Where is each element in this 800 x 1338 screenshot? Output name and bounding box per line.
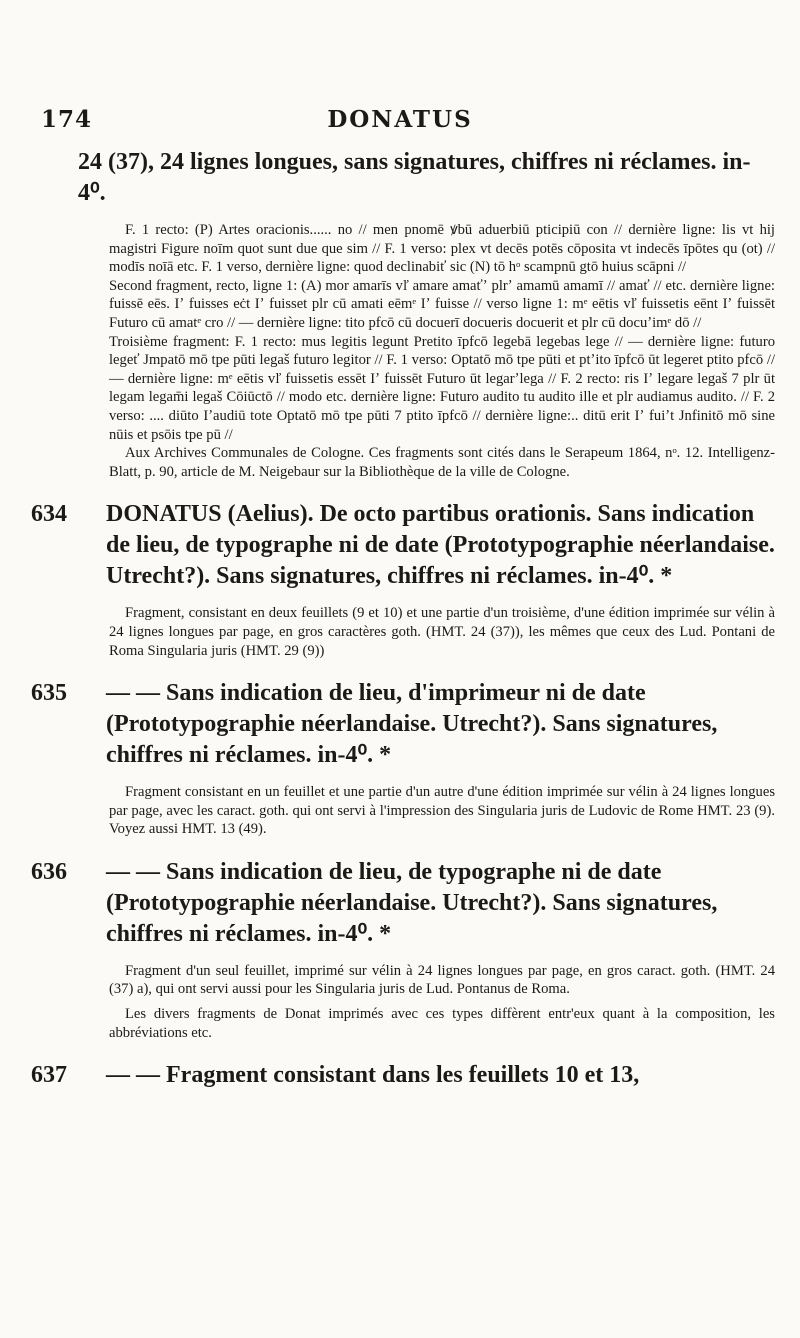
- entry-body: [40, 221, 775, 481]
- entry-636: [31, 857, 775, 1042]
- running-title: DONATUS: [327, 106, 473, 133]
- page-header: [0, 106, 800, 146]
- entry-paragraph: Fragment, consistant en deux feuillets (9 et 10) et une partie d'un troisième, d'une édition imprimée sur vélin à 24 lignes longues par page, en gros caractères goth. (HMT. 24 (37)), les mêmes que ceux des Lud. Pontani de Roma Singularia juris (HMT. 29 (9)): [109, 605, 775, 659]
- page-number: 174: [41, 106, 93, 133]
- entry-number: 635: [31, 680, 67, 707]
- paragraph-second-fragment: Second fragment, recto, ligne 1: (A) mor amarīs vľ amare amaťʼ plrʼ amamū amamī // amať // etc. dernière ligne: fuissē eēs. Iʼ fuisses eċt Iʼ fuisset plr cū amati eēmᵉ Iʼ fuisse // verso ligne 1: mᵉ eētis vľ fuissetis eēnt Iʼ fuissēt Futuro cū amatᵉ cro // — dernière ligne: tito pfcō cū docuerī docueris docuerit et plr cū docuʼimᵉ dō //: [109, 277, 775, 331]
- entry-number: 637: [31, 1062, 67, 1089]
- entry-number: 636: [31, 858, 67, 885]
- paragraph-first-fragment: F. 1 recto: (P) Artes oracionis...... no // men pnomē ꝟbū aduerbiū pticipiū con // dernière ligne: lis vt hij magistri Figure noīm quot sunt due que sim // F. 1 verso: plex vt decēs potēs cōposita vt indecēs īpōtes qu (ot) // modīs noīā etc. F. 1 verso, dernière ligne: quod declinabiť sic (N) tō hᵒ scampnū gtō huius scāpni //: [109, 222, 775, 276]
- entry-paragraph: Fragment consistant en un feuillet et une partie d'un autre d'une édition imprimée sur vélin à 24 lignes longues par page, avec les caract. goth. qui ont servi à l'impression des Singularia juris de Ludovic de Rome HMT. 23 (9). Voyez aussi HMT. 13 (49).: [109, 784, 775, 838]
- entry-634: [31, 499, 775, 660]
- entry-paragraph: Les divers fragments de Donat imprimés avec ces types diffèrent entr'eux quant à la composition, les abbréviations etc.: [109, 1006, 775, 1041]
- entry-heading: 24 (37), 24 lignes longues, sans signatures, chiffres ni réclames. in-4⁰.: [78, 149, 751, 206]
- entry-number: 634: [31, 501, 67, 528]
- entry-title: DONATUS (Aelius). De octo partibus orationis. Sans indication de lieu, de typographe ni de date (Prototypographie néerlandaise. Utrecht?). Sans signatures, chiffres ni réclames. in-4⁰. *: [106, 501, 775, 590]
- entry-title: — — Sans indication de lieu, de typographe ni de date (Prototypographie néerlandaise. Utrecht?). Sans signatures, chiffres ni réclames. in-4⁰. *: [106, 858, 718, 947]
- entry-paragraph: Fragment d'un seul feuillet, imprimé sur vélin à 24 lignes longues par page, en gros caract. goth. (HMT. 24 (37) a), qui ont servi aussi pour les Singularia juris de Lud. Pontanus de Roma.: [109, 962, 775, 998]
- entry-heading: [31, 499, 775, 592]
- entry-637: [31, 1060, 775, 1091]
- entry-heading: [31, 857, 775, 950]
- paragraph-third-fragment: Troisième fragment: F. 1 recto: mus legitis legunt Pretito īpfcō legebā legebas lege // — dernière ligne: futuro legeť Jmpatō mō tpe pūti legaš futuro legitor // F. 1 verso: Optatō mō tpe pūti et ptʼito īpfcō ūt legeret ptito pfcō // — dernière ligne: mᵉ eētis vľ fuissetis essēt Iʼ fuissēt Futuro ūt legarʼlega // F. 2 recto: ris Iʼ legare legaš 7 plr ūt legam legam̄i legaš Cōiūctō // modo etc. dernière ligne: Futuro audito tu audito ille et plr audiamus audito. // F. 2 verso: .... diūto Iʼaudiū tote Optatō mō tpe pūti 7 ptito īpfcō // dernière ligne:.. ditū erit Iʼ fuiʼt Jnfinitō mō sine nūis et psōis tpe pū //: [109, 333, 775, 443]
- entry-heading: [31, 678, 775, 771]
- entry-heading: [31, 1060, 775, 1091]
- entry-intro: [40, 147, 775, 481]
- page-content: [31, 147, 775, 1091]
- paragraph-archives: Aux Archives Communales de Cologne. Ces fragments sont cités dans le Serapeum 1864, nᵒ. 12. Intelligenz-Blatt, p. 90, article de M. Neigebaur sur la Bibliothèque de la ville de Cologne.: [109, 445, 775, 480]
- entry-635: [31, 678, 775, 839]
- entry-title: — — Sans indication de lieu, d'imprimeur ni de date (Prototypographie néerlandaise. Utrecht?). Sans signatures, chiffres ni réclames. in-4⁰. *: [106, 680, 718, 769]
- entry-title: — — Fragment consistant dans les feuillets 10 et 13,: [106, 1062, 640, 1089]
- entry-body: [40, 783, 775, 839]
- entry-body: [40, 604, 775, 660]
- entry-body: [40, 962, 775, 1042]
